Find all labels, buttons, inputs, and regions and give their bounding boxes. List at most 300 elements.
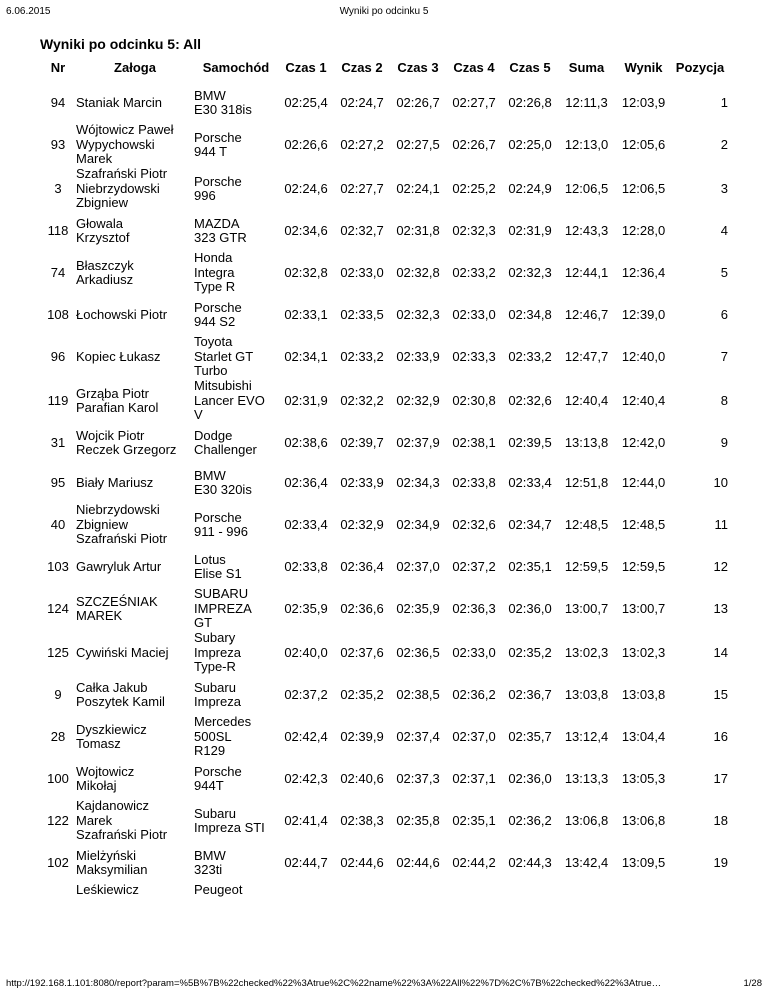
stage-time: 02:32,3 (396, 306, 440, 322)
stage-time: 02:33,0 (452, 306, 496, 322)
stage-time: 02:42,4 (284, 728, 328, 744)
position: 12 (713, 558, 728, 574)
car-name-line: 996 (194, 188, 216, 203)
stage-time: 02:25,4 (284, 94, 328, 110)
sum-time: 12:40,4 (564, 392, 609, 408)
car-name-line: Integra (194, 264, 235, 280)
table-row (40, 675, 728, 715)
crew-name-line: Parafian Karol (76, 400, 159, 415)
crew-name-line: Szafrański Piotr (76, 827, 168, 843)
car-name (194, 123, 278, 167)
car-name-line: Impreza (194, 644, 241, 660)
empty-cell (558, 883, 615, 903)
empty-cell (334, 883, 390, 903)
stage-time: 02:32,8 (284, 264, 328, 280)
crew-name (76, 251, 194, 295)
stage-time: 02:40,6 (340, 770, 384, 786)
crew-name-line: Marek (76, 151, 113, 167)
start-number: 74 (50, 264, 66, 280)
crew-name-line: Cywiński Maciej (76, 644, 169, 660)
crew-name-line: Gawryluk Artur (76, 558, 162, 574)
car-name-line: Impreza STI (194, 820, 265, 835)
empty-cell (502, 883, 558, 903)
page-number: 1/28 (743, 978, 762, 989)
car-name-line: MAZDA (194, 215, 240, 231)
position: 19 (713, 854, 728, 870)
table-row (40, 759, 728, 799)
result-time: 12:48,5 (621, 516, 666, 532)
car-name (194, 251, 278, 295)
car-name-line: BMW (194, 467, 226, 483)
start-number: 119 (47, 392, 69, 408)
result-time: 13:04,4 (621, 728, 666, 744)
stage-time: 02:38,3 (340, 812, 384, 828)
stage-time: 02:24,9 (508, 180, 552, 196)
page-title: Wyniki po odcinku 5: All (40, 36, 202, 52)
result-time: 12:40,4 (621, 392, 666, 408)
crew-name-line: Szafrański Piotr (76, 166, 168, 182)
crew-name-line: Maksymilian (76, 862, 148, 877)
column-header: Załoga (114, 60, 156, 75)
result-time: 12:39,0 (621, 306, 666, 322)
car-name-line: V (194, 407, 203, 423)
crew-name-line: Tomasz (76, 736, 121, 751)
stage-time: 02:36,7 (508, 686, 552, 702)
table-row (40, 295, 728, 335)
position: 17 (713, 770, 728, 786)
crew-name-line: Staniak Marcin (76, 94, 162, 110)
column-header: Samochód (202, 60, 270, 75)
start-number: 40 (50, 516, 66, 532)
position: 8 (720, 392, 728, 408)
stage-time: 02:26,6 (284, 136, 328, 152)
crew-name (76, 167, 194, 211)
car-name (194, 587, 278, 631)
sum-time: 12:13,0 (564, 136, 609, 152)
stage-time: 02:24,1 (396, 180, 440, 196)
car-name (194, 167, 278, 211)
start-number (40, 883, 76, 903)
sum-time: 12:44,1 (564, 264, 609, 280)
car-name (194, 675, 278, 715)
sum-time: 13:02,3 (564, 644, 609, 660)
sum-time: 13:42,4 (564, 854, 609, 870)
crew-name (76, 423, 194, 463)
table-row (40, 379, 728, 423)
result-time: 12:36,4 (621, 264, 666, 280)
stage-time: 02:33,0 (452, 644, 496, 660)
car-name (194, 631, 278, 675)
crew-name-line: Głowala (76, 215, 123, 231)
crew-name (76, 295, 194, 335)
crew-name-line: Wójtowicz Paweł (76, 122, 174, 138)
stage-time: 02:30,8 (452, 392, 496, 408)
header-row (40, 60, 728, 83)
sum-time: 12:51,8 (564, 474, 609, 490)
position: 13 (713, 600, 728, 616)
crew-name-line: Kajdanowicz (76, 798, 149, 814)
result-time: 13:05,3 (621, 770, 666, 786)
crew-name-line: Zbigniew (76, 195, 129, 211)
stage-time: 02:37,0 (396, 558, 440, 574)
car-name-line: Toyota (194, 334, 233, 350)
stage-time: 02:33,2 (508, 348, 552, 364)
table-row (40, 503, 728, 547)
stage-time: 02:42,3 (284, 770, 328, 786)
empty-cell (278, 883, 334, 903)
position: 3 (720, 180, 728, 196)
car-name (194, 503, 278, 547)
stage-time: 02:27,2 (340, 136, 384, 152)
stage-time: 02:26,7 (452, 136, 496, 152)
stage-time: 02:32,9 (340, 516, 384, 532)
crew-name-line: Mikołaj (76, 778, 117, 793)
stage-time: 02:27,5 (396, 136, 440, 152)
stage-time: 02:35,2 (340, 686, 384, 702)
crew-name-line: Całka Jakub (76, 679, 148, 695)
car-name-line: 944T (194, 778, 224, 793)
crew-name-line: Niebrzydowski (76, 180, 160, 196)
position: 18 (713, 812, 728, 828)
stage-time: 02:34,9 (396, 516, 440, 532)
stage-time: 02:27,7 (340, 180, 384, 196)
car-name-line: Turbo (194, 363, 228, 379)
start-number: 118 (47, 222, 69, 238)
car-name-line: Porsche (194, 299, 242, 315)
car-name-line: 500SL (194, 728, 232, 744)
car-name-line: Starlet GT (194, 348, 254, 364)
car-name-line: 323ti (194, 862, 223, 877)
stage-time: 02:32,9 (396, 392, 440, 408)
stage-time: 02:36,4 (284, 474, 328, 490)
stage-time: 02:37,2 (452, 558, 496, 574)
result-time: 13:03,8 (621, 686, 666, 702)
stage-time: 02:26,7 (396, 94, 440, 110)
crew-name-line: Szafrański Piotr (76, 531, 168, 547)
crew-name-line: MAREK (76, 608, 123, 623)
table-row (40, 631, 728, 675)
crew-name (76, 83, 194, 123)
car-name-line: Porsche (194, 509, 242, 525)
table-row-partial (40, 883, 728, 903)
stage-time: 02:36,4 (340, 558, 384, 574)
stage-time: 02:38,6 (284, 434, 328, 450)
sum-time: 12:59,5 (564, 558, 609, 574)
crew-name-line: Niebrzydowski (76, 502, 160, 518)
stage-time: 02:32,2 (340, 392, 384, 408)
car-name-line: E30 320is (194, 482, 252, 497)
stage-time: 02:35,2 (508, 644, 552, 660)
stage-time: 02:33,1 (284, 306, 328, 322)
crew-name (76, 463, 194, 503)
result-time: 12:59,5 (621, 558, 666, 574)
crew-name-line: Wojtowicz (76, 763, 135, 779)
print-header (0, 6, 768, 20)
table-row (40, 167, 728, 211)
table-row (40, 843, 728, 883)
stage-time: 02:37,0 (452, 728, 496, 744)
crew-name (76, 547, 194, 587)
stage-time: 02:35,9 (396, 600, 440, 616)
result-time: 12:28,0 (621, 222, 666, 238)
car-name-line: Impreza (194, 694, 241, 709)
table-row (40, 799, 728, 843)
crew-name-line: Błaszczyk (76, 257, 134, 273)
stage-time: 02:25,2 (452, 180, 496, 196)
car-name-line: Type R (194, 279, 236, 295)
position: 9 (720, 434, 728, 450)
car-name-line: SUBARU (194, 586, 249, 602)
car-name-line: Subaru (194, 679, 236, 695)
stage-time: 02:34,6 (284, 222, 328, 238)
car-name-line: Subary (194, 630, 236, 646)
position: 1 (720, 94, 728, 110)
position: 7 (720, 348, 728, 364)
car-name-line: Subaru (194, 805, 236, 821)
car-name-line: Elise S1 (194, 566, 242, 581)
stage-time: 02:26,8 (508, 94, 552, 110)
car-name (194, 335, 278, 379)
stage-time: 02:33,2 (340, 348, 384, 364)
stage-time: 02:35,1 (508, 558, 552, 574)
stage-time: 02:36,5 (396, 644, 440, 660)
start-number: 125 (47, 644, 69, 660)
crew-name-line: Krzysztof (76, 230, 130, 245)
car-name-line: Porsche (194, 173, 242, 189)
car-name-line: Porsche (194, 763, 242, 779)
car-name (194, 379, 278, 423)
start-number: 31 (50, 434, 66, 450)
stage-time: 02:37,4 (396, 728, 440, 744)
car-name-line: 944 S2 (194, 314, 236, 329)
crew-name-line: Zbigniew (76, 516, 129, 532)
position: 16 (713, 728, 728, 744)
car-name-line: R129 (194, 743, 226, 759)
empty-cell (446, 883, 502, 903)
column-header: Suma (568, 60, 605, 75)
stage-time: 02:34,7 (508, 516, 552, 532)
car-name (194, 211, 278, 251)
column-header: Czas 5 (509, 60, 551, 75)
stage-time: 02:25,0 (508, 136, 552, 152)
start-number: 94 (50, 94, 66, 110)
sum-time: 13:13,8 (564, 434, 609, 450)
start-number: 100 (47, 770, 69, 786)
car-name-line: Mitsubishi (194, 378, 252, 394)
position: 10 (713, 474, 728, 490)
sum-time: 12:43,3 (564, 222, 609, 238)
crew-name-line: Biały Mariusz (76, 474, 154, 490)
sum-time: 12:47,7 (564, 348, 609, 364)
sum-time: 13:13,3 (564, 770, 609, 786)
table-row (40, 123, 728, 167)
stage-time: 02:37,9 (396, 434, 440, 450)
start-number: 108 (47, 306, 69, 322)
car-name-line: Challenger (194, 442, 257, 457)
car-name-line: Type-R (194, 659, 236, 675)
stage-time: 02:33,9 (396, 348, 440, 364)
stage-time: 02:32,7 (340, 222, 384, 238)
crew-name-line: Wojcik Piotr (76, 427, 145, 443)
start-number: 102 (47, 854, 69, 870)
crew-name (76, 759, 194, 799)
car-name (194, 843, 278, 883)
crew-name (76, 587, 194, 631)
car-name-line: E30 318is (194, 102, 252, 117)
stage-time: 02:33,3 (452, 348, 496, 364)
result-time: 12:42,0 (621, 434, 666, 450)
table-row (40, 211, 728, 251)
crew-name-line: Arkadiusz (76, 272, 134, 287)
car-name (194, 759, 278, 799)
crew-name-line: Mielżyński (76, 847, 136, 863)
stage-time: 02:31,9 (284, 392, 328, 408)
column-header: Wynik (624, 60, 663, 75)
print-footer (6, 978, 762, 990)
crew-name (76, 715, 194, 759)
sum-time: 12:06,5 (564, 180, 609, 196)
car-name (194, 463, 278, 503)
result-time: 12:03,9 (621, 94, 666, 110)
crew-name-line: Marek (76, 812, 113, 828)
position: 4 (720, 222, 728, 238)
car-name-line: 323 GTR (194, 230, 247, 245)
stage-time: 02:44,2 (452, 854, 496, 870)
stage-time: 02:24,6 (284, 180, 328, 196)
car-name-line: Dodge (194, 427, 233, 443)
stage-time: 02:37,1 (452, 770, 496, 786)
car-name-line: BMW (194, 847, 226, 863)
table-row (40, 463, 728, 503)
result-time: 13:09,5 (621, 854, 666, 870)
crew-name (76, 631, 194, 675)
stage-time: 02:44,6 (340, 854, 384, 870)
table-row (40, 83, 728, 123)
stage-time: 02:31,9 (508, 222, 552, 238)
crew-name (76, 843, 194, 883)
crew-name (76, 503, 194, 547)
position: 15 (713, 686, 728, 702)
stage-time: 02:32,8 (396, 264, 440, 280)
car-name (194, 715, 278, 759)
crew-name (76, 799, 194, 843)
table-row (40, 547, 728, 587)
car-name-line: Mercedes (194, 714, 252, 730)
start-number: 28 (50, 728, 66, 744)
sum-time: 13:06,8 (564, 812, 609, 828)
car-name (194, 799, 278, 843)
results-table (40, 60, 728, 903)
stage-time: 02:33,8 (284, 558, 328, 574)
stage-time: 02:32,6 (508, 392, 552, 408)
stage-time: 02:34,1 (284, 348, 328, 364)
car-name-line: Honda (194, 250, 233, 266)
stage-time: 02:35,7 (508, 728, 552, 744)
stage-time: 02:44,6 (396, 854, 440, 870)
start-number: 124 (47, 600, 69, 616)
stage-time: 02:36,3 (452, 600, 496, 616)
stage-time: 02:24,7 (340, 94, 384, 110)
car-name (194, 83, 278, 123)
stage-time: 02:37,6 (340, 644, 384, 660)
position: 11 (714, 516, 728, 532)
stage-time: 02:27,7 (452, 94, 496, 110)
stage-time: 02:33,9 (340, 474, 384, 490)
result-time: 12:40,0 (621, 348, 666, 364)
result-time: 13:02,3 (621, 644, 666, 660)
column-header: Czas 4 (453, 60, 495, 75)
start-number: 103 (47, 558, 69, 574)
empty-cell (615, 883, 672, 903)
stage-time: 02:37,2 (284, 686, 328, 702)
crew-name (76, 379, 194, 423)
crew-name: Leśkiewicz (76, 882, 139, 897)
print-date: 6.06.2015 (6, 6, 51, 17)
stage-time: 02:35,8 (396, 812, 440, 828)
start-number: 96 (50, 348, 66, 364)
result-time: 12:05,6 (621, 136, 666, 152)
stage-time: 02:32,3 (508, 264, 552, 280)
crew-name-line: Reczek Grzegorz (76, 442, 177, 457)
stage-time: 02:35,9 (284, 600, 328, 616)
car-name (194, 295, 278, 335)
crew-name-line: Łochowski Piotr (76, 306, 168, 322)
crew-name-line: Poszytek Kamil (76, 694, 165, 709)
sum-time: 12:46,7 (564, 306, 609, 322)
result-time: 12:44,0 (621, 474, 666, 490)
car-name: Peugeot (194, 882, 243, 897)
start-number: 9 (54, 686, 62, 702)
sum-time: 12:48,5 (564, 516, 609, 532)
table-row (40, 335, 728, 379)
car-name-line: 944 T (194, 144, 228, 159)
car-name-line: BMW (194, 87, 226, 103)
sum-time: 13:03,8 (564, 686, 609, 702)
stage-time: 02:36,0 (508, 770, 552, 786)
crew-name (76, 675, 194, 715)
car-name (194, 547, 278, 587)
stage-time: 02:31,8 (396, 222, 440, 238)
stage-time: 02:41,4 (284, 812, 328, 828)
car-name-line: Lancer EVO (194, 392, 265, 408)
crew-name-line: Kopiec Łukasz (76, 348, 161, 364)
result-time: 13:00,7 (621, 600, 666, 616)
position: 5 (720, 264, 728, 280)
start-number: 95 (50, 474, 66, 490)
crew-name-line: Wypychowski (76, 136, 155, 152)
stage-time: 02:33,0 (340, 264, 384, 280)
sum-time: 13:12,4 (564, 728, 609, 744)
car-name (194, 423, 278, 463)
stage-time: 02:37,3 (396, 770, 440, 786)
table-row (40, 251, 728, 295)
crew-name-line: Dyszkiewicz (76, 721, 147, 737)
car-name-line: 911 - 996 (194, 524, 248, 539)
empty-cell (390, 883, 446, 903)
table-row (40, 715, 728, 759)
car-name-line: Lotus (194, 551, 226, 567)
crew-name (76, 123, 194, 167)
sum-time: 12:11,3 (565, 94, 608, 110)
column-header: Czas 3 (397, 60, 439, 75)
result-time: 13:06,8 (621, 812, 666, 828)
table-row (40, 587, 728, 631)
stage-time: 02:44,7 (284, 854, 328, 870)
crew-name-line: SZCZEŚNIAK (76, 593, 158, 609)
sum-time: 13:00,7 (564, 600, 609, 616)
stage-time: 02:32,3 (452, 222, 496, 238)
position: 14 (713, 644, 728, 660)
